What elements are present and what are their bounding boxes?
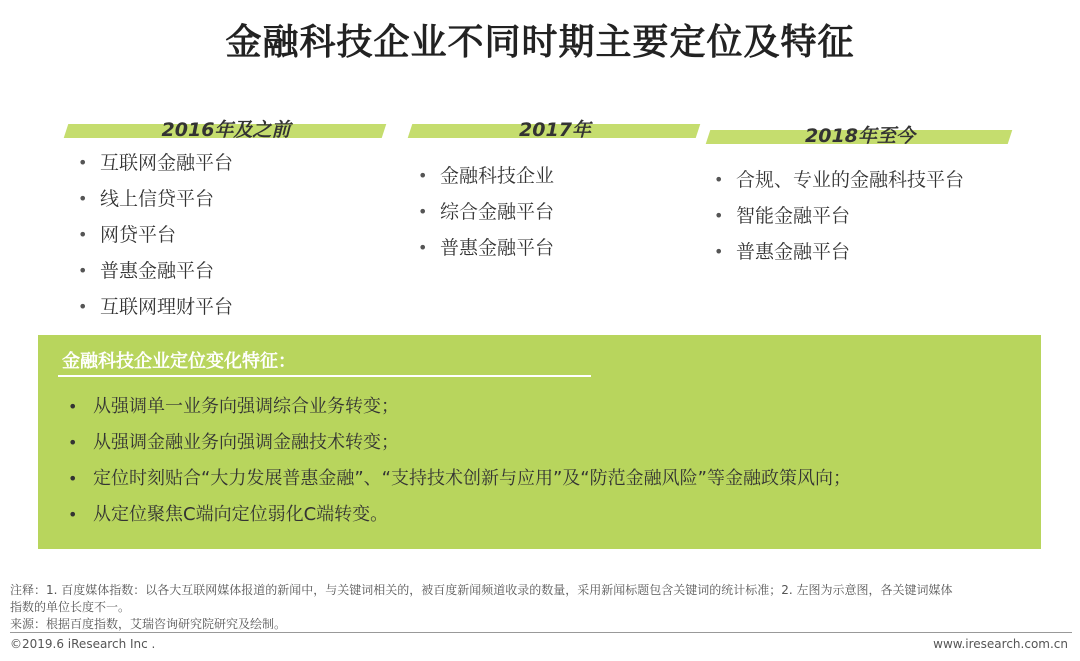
column-header (410, 118, 700, 146)
list-item: • 从定位聚焦C端向定位弱化C端转变。 (68, 497, 851, 533)
list-item: • 从强调金融业务向强调金融技术转变； (68, 425, 851, 461)
list-item: • 金融科技企业 (418, 158, 700, 194)
summary-panel (38, 335, 1041, 549)
footnote (10, 582, 1070, 633)
list-item: • 综合金融平台 (418, 194, 700, 230)
column-header-label: 2016年及之前 (161, 119, 291, 141)
column-2016 (66, 118, 386, 325)
copyright: ©2019.6 iResearch Inc . (10, 637, 156, 651)
list-item: • 线上信贷平台 (78, 181, 386, 217)
list-item: • 从强调单一业务向强调综合业务转变； (68, 389, 851, 425)
panel-divider (58, 375, 591, 377)
source-line: 来源：根据百度指数，艾瑞咨询研究院研究及绘制。 (10, 617, 287, 631)
list-item: • 合规、专业的金融科技平台 (714, 162, 1012, 198)
column-2018 (708, 124, 1012, 270)
list-item: • 网贷平台 (78, 217, 386, 253)
page-title: 金融科技企业不同时期主要定位及特征 (225, 22, 855, 63)
list-item: • 普惠金融平台 (418, 230, 700, 266)
column-header (708, 124, 1012, 152)
panel-list (68, 389, 851, 533)
list-item: • 普惠金融平台 (78, 253, 386, 289)
list-item: • 定位时刻贴合“大力发展普惠金融”、“支持技术创新与应用”及“防范金融风险”等金融政策风向； (68, 461, 851, 497)
column-list (714, 162, 1012, 270)
note-line: 指数的单位长度不一。 (10, 600, 131, 614)
website-link[interactable]: www.iresearch.com.cn (933, 637, 1068, 651)
column-header (66, 118, 386, 146)
list-item: • 互联网金融平台 (78, 145, 386, 181)
note-line: 注释：1. 百度媒体指数：以各大互联网媒体报道的新闻中，与关键词相关的，被百度新闻频道收录的数量，采用新闻标题包含关键词的统计标准；2. 左图为示意图，各关键词媒体 (10, 583, 953, 597)
footer-divider (10, 632, 1072, 633)
list-item: • 互联网理财平台 (78, 289, 386, 325)
column-header-label: 2017年 (519, 119, 591, 141)
list-item: • 智能金融平台 (714, 198, 1012, 234)
column-header-label: 2018年至今 (805, 125, 915, 147)
panel-title: 金融科技企业定位变化特征： (62, 351, 296, 372)
column-list (78, 145, 386, 325)
column-list (418, 158, 700, 266)
list-item: • 普惠金融平台 (714, 234, 1012, 270)
column-2017 (410, 118, 700, 266)
